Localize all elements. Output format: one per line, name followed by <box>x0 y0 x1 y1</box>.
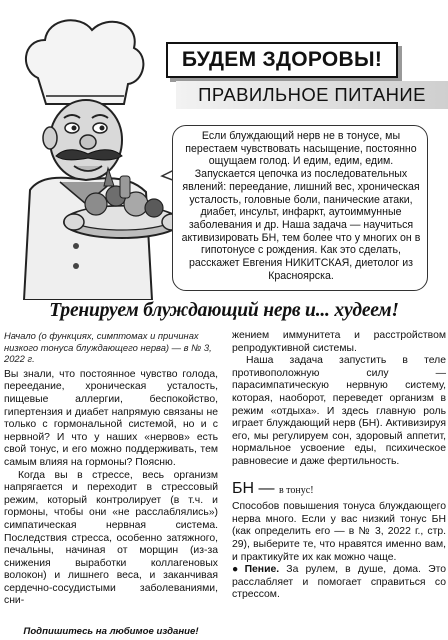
bullet-icon: ● <box>232 564 243 576</box>
subscribe-note: Подпишитесь на любимое издание! <box>23 626 199 637</box>
bullet-title: Пение. <box>244 564 280 576</box>
right-column <box>232 330 446 602</box>
bullet-text: За рулем, в душе, дома. Это расслабляет и помогает справиться со стрессом. <box>232 564 446 601</box>
right-paragraph-1: жением иммунитета и расстройством репродуктивной системы. <box>232 330 446 354</box>
lead-text: Если блуждающий нерв не в тонусе, мы перестаем чувствовать насыщение, постоянно ощущаем голод. И едим, едим, едим. Запускается цепочка из последовательных явлений: переедание, лишний вес, хроническая усталость, головные боли, панические атаки, диабет, инсульт, инфаркт, аутоиммунные заболевания и др. Наша задача — научиться активизировать БН, тем более что у многих он в гипотонусе с рождения. Как это сделать, расскажет Евгения <box>181 130 421 270</box>
author-name: НИКИТСКАЯ <box>285 257 350 270</box>
left-column <box>4 330 218 608</box>
bullet-item <box>232 564 446 602</box>
lead-speech-bubble <box>172 125 428 291</box>
right-paragraph-3: Способов повышения тонуса блуждающего нерва много. Если у вас низкий тонус БН (как определить его — в № 3, 2022 г., стр. 29), выберите те, что нравятся именно вам, и практикуйте их как можно чаще. <box>232 501 446 563</box>
section-subheading <box>232 479 446 498</box>
subheading-small: в тонус! <box>278 484 314 496</box>
subheading-main: БН — <box>232 479 279 497</box>
subrubric-title: ПРАВИЛЬНОЕ ПИТАНИЕ <box>176 81 448 109</box>
right-paragraph-2: Наша задача запустить в теле противоположную силу — парасимпатическую нервную систему, которая, наоборот, переведет организм в режим «отдыха». И здесь главную роль играет блуждающий нерв (БН). Активизируя его, мы регулируем сон, здоровый аппетит, нормальное усвоение еды, психическое равновесие и даже фертильность. <box>232 355 446 467</box>
left-paragraph-1: Вы знали, что постоянное чувство голода, переедание, хроническая усталость, пищевые аллергии, беспокойство, гипертензия и диабет напрямую связаны не только с гормональной системой, но и с нервной? И что у наших «нервов» есть свой тонус, и его можно поддерживать, тем самым влияя на гормоны? Поясню. <box>4 368 218 468</box>
author-suffix: , диетолог из Красноярска. <box>268 257 413 282</box>
left-paragraph-2: Когда вы в стрессе, весь организм напрягается и переходит в стрессовый режим, который контролирует (в т.ч. и гормоны, чтобы они «не расслаблялись») симпатическая нервная система. Последствия стресса, особенно затяжного, печальны, начиная от морщин (из-за снижения выработки коллагеновых волокон) и лишнего веса, и заканчивая сердечно-сосудистыми заболеваниями, сни- <box>4 469 218 607</box>
intro-note: Начало (о функциях, симптомах и причинах низкого тонуса блуждающего нерва) — в № 3, 2022 г. <box>4 330 212 365</box>
article-headline: Тренируем блуждающий нерв и... худеем! <box>49 300 399 321</box>
rubric-title: БУДЕМ ЗДОРОВЫ! <box>166 42 398 78</box>
